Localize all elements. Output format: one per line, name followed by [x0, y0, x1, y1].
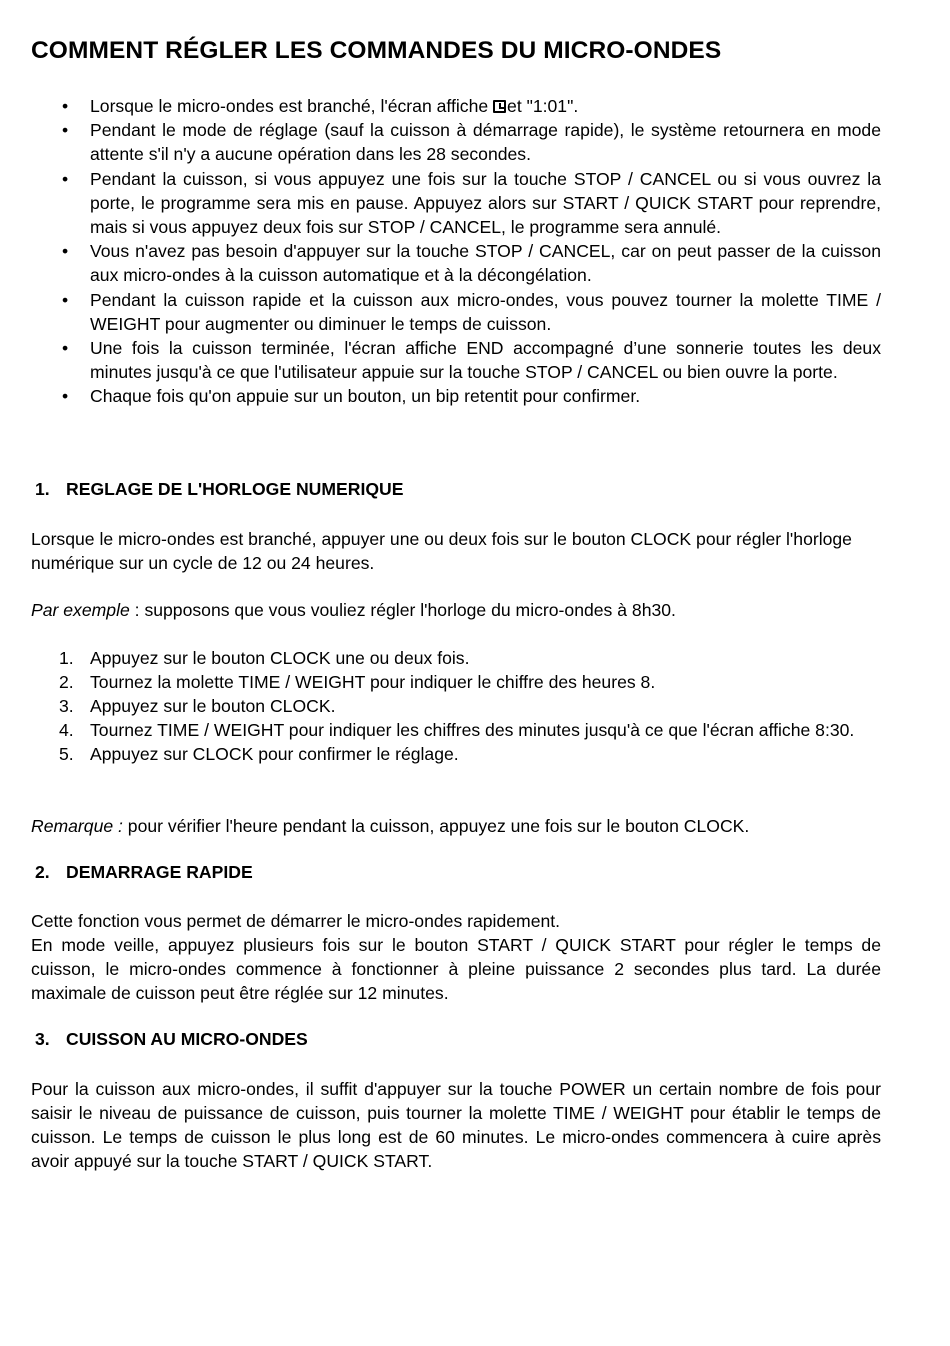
bullet-text: Vous n'avez pas besoin d'appuyer sur la touche STOP / CANCEL, car on peut passer de la cuisson aux micro-ondes à la cuisson automatique et à la décongélation. [90, 241, 881, 286]
step-item [31, 694, 881, 718]
clock-steps-list [31, 646, 881, 766]
section-heading-clock [35, 479, 404, 500]
step-number: 2. [59, 672, 74, 692]
bullet-text: Une fois la cuisson terminée, l'écran affiche END accompagné d’une sonnerie toutes les deux minutes jusqu'à ce que l'utilisateur appuie sur la touche STOP / CANCEL ou bien ouvre la porte. [90, 338, 881, 383]
bullet-text: Pendant la cuisson rapide et la cuisson aux micro-ondes, vous pouvez tourner la molette TIME / WEIGHT pour augmenter ou diminuer le temps de cuisson. [90, 289, 881, 334]
step-text: Tournez TIME / WEIGHT pour indiquer les chiffres des minutes jusqu'à ce que l'écran affiche 8:30. [90, 720, 855, 740]
section-number: 2. [35, 862, 50, 882]
remark-paragraph [31, 814, 881, 838]
step-number: 5. [59, 744, 74, 764]
bullet-text: Pendant la cuisson, si vous appuyez une fois sur la touche STOP / CANCEL ou si vous ouvrez la porte, le programme sera mis en pause. Appuyez alors sur START / QUICK START pour reprendre, mais si vous appuyez deux fois sur STOP / CANCEL, le programme sera annulé. [90, 168, 881, 238]
clock-icon [493, 100, 506, 113]
section-heading-quick-start [35, 862, 253, 883]
bullet-item [31, 336, 881, 384]
step-number: 4. [59, 720, 74, 740]
bullet-symbol: • [62, 289, 69, 310]
example-paragraph [31, 598, 881, 622]
bullet-text: Lorsque le micro-ondes est branché, l'écran affiche [90, 96, 494, 116]
example-text: : supposons que vous vouliez régler l'horloge du micro-ondes à 8h30. [129, 600, 676, 620]
section-paragraph: En mode veille, appuyez plusieurs fois sur le bouton START / QUICK START pour régler le temps de cuisson, le micro-ondes commence à fonctionner à pleine puissance 2 secondes plus tard. La durée maximale de cuisson peut être réglée sur 12 minutes. [31, 935, 881, 1003]
bullet-text: et "1:01". [507, 96, 579, 116]
section-paragraph: Cette fonction vous permet de démarrer le micro-ondes rapidement. [31, 911, 561, 931]
bullet-item [31, 288, 881, 336]
bullet-item [31, 167, 881, 240]
step-text: Appuyez sur CLOCK pour confirmer le réglage. [90, 744, 459, 764]
bullet-item [31, 239, 881, 287]
section-paragraph: Lorsque le micro-ondes est branché, appuyer une ou deux fois sur le bouton CLOCK pour régler l'horloge numérique sur un cycle de 12 ou 24 heures. [31, 529, 852, 573]
bullet-symbol: • [62, 96, 69, 116]
intro-bullet-list [31, 94, 881, 409]
bullet-text: Chaque fois qu'on appuie sur un bouton, un bip retentit pour confirmer. [90, 386, 641, 407]
section-heading-microwave-cooking [35, 1029, 308, 1050]
remark-text: pour vérifier l'heure pendant la cuisson, appuyez une fois sur le bouton CLOCK. [122, 816, 750, 836]
step-text: Appuyez sur le bouton CLOCK une ou deux fois. [90, 648, 470, 668]
bullet-symbol: • [62, 120, 69, 141]
bullet-symbol: • [62, 386, 69, 407]
bullet-item [31, 384, 881, 408]
step-number: 3. [59, 696, 74, 716]
remark-label: Remarque : [31, 816, 123, 836]
section-paragraph: Pour la cuisson aux micro-ondes, il suffit d'appuyer sur la touche POWER un certain nombre de fois pour saisir le niveau de puissance de cuisson, puis tourner la molette TIME / WEIGHT pour établir le temps de cuisson. Le temps de cuisson le plus long est de 60 minutes. Le micro-ondes commencera à cuire après avoir appuyé sur la touche START / QUICK START. [31, 1079, 881, 1171]
step-item [31, 646, 881, 670]
section-title: REGLAGE DE L'HORLOGE NUMERIQUE [66, 479, 404, 499]
page-title: COMMENT RÉGLER LES COMMANDES DU MICRO-ONDES [31, 37, 722, 64]
step-text: Tournez la molette TIME / WEIGHT pour indiquer le chiffre des heures 8. [90, 672, 656, 692]
section-number: 3. [35, 1029, 50, 1049]
bullet-text: Pendant le mode de réglage (sauf la cuisson à démarrage rapide), le système retournera en mode attente s'il n'y a aucune opération dans les 28 secondes. [90, 120, 881, 165]
example-label: Par exemple [31, 600, 130, 620]
bullet-item [31, 94, 881, 118]
section-title: CUISSON AU MICRO-ONDES [66, 1029, 308, 1049]
step-item [31, 742, 881, 766]
bullet-item [31, 118, 881, 166]
step-item [31, 670, 881, 694]
section-title: DEMARRAGE RAPIDE [66, 862, 253, 882]
section-number: 1. [35, 479, 50, 499]
step-item [31, 718, 881, 742]
bullet-symbol: • [62, 338, 69, 359]
bullet-symbol: • [62, 241, 69, 262]
step-number: 1. [59, 648, 74, 668]
bullet-symbol: • [62, 168, 69, 189]
step-text: Appuyez sur le bouton CLOCK. [90, 696, 336, 716]
